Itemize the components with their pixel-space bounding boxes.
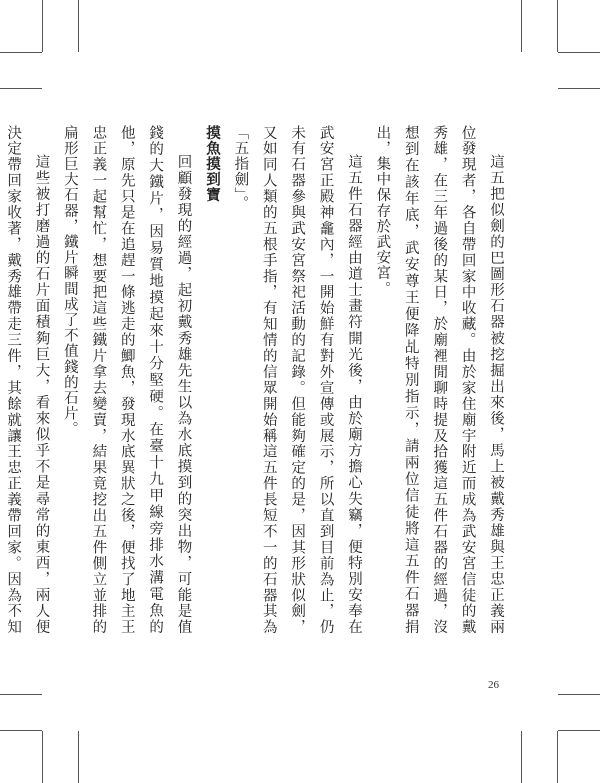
crop-mark-top-right-v bbox=[557, 0, 558, 52]
crop-mark-bottom-right-h2 bbox=[558, 694, 600, 695]
paragraph-consecration: 這五件石器經由道士畫符開光後，由於廟方擔心失竊，便特別安奉在武安宮正殿神龕內，一開始鮮有對外宣傳或展示，所以直到目前為止，仍未有石器參與武安宮祭祀活動的記錄。但能夠確定的是，因其形狀似劍，又如同人類的五根手指，有知情的信眾開始稱這五件長短不一的石器其為「五指劍」。 bbox=[232, 125, 362, 635]
paragraph-recollection: 回顧發現的經過，起初戴秀雄先生以為水底摸到的突出物，可能是值錢的大鐵片，因易質地摸起來十分堅硬。在臺十九甲線旁排水溝電魚的他，原先只是在追趕一條逃走的鯽魚，發現水底異狀之後，便找了地主王忠正義一起幫忙，想要把這些鐵片拿去變賣，結果竟挖出五件側立並排的扁形巨大石器，鐵片瞬間成了不值錢的石片。 bbox=[61, 125, 192, 635]
section-heading: 摸魚摸到寶 bbox=[203, 125, 221, 203]
crop-mark-bottom-left-h2 bbox=[0, 694, 42, 695]
crop-mark-bottom-left-v bbox=[42, 731, 43, 783]
crop-mark-bottom-left-v2 bbox=[78, 731, 79, 783]
crop-mark-top-left-h bbox=[0, 52, 42, 53]
crop-mark-bottom-right-h bbox=[558, 730, 600, 731]
crop-mark-top-left-v2 bbox=[78, 0, 79, 52]
crop-mark-top-right-v2 bbox=[521, 0, 522, 52]
crop-mark-top-right-h2 bbox=[558, 88, 600, 89]
crop-mark-bottom-right-v2 bbox=[521, 731, 522, 783]
crop-mark-top-left-v bbox=[42, 0, 43, 52]
crop-mark-top-left-h2 bbox=[0, 88, 42, 89]
paragraph-discovery-aftermath: 這五把似劍的巴圖形石器被挖掘出來後，馬上被戴秀雄與王忠正義兩位發現者，各自帶回家中收藏。由於家住廟宇附近而成為武安宮信徒的戴秀雄，在三年過後的某日，於廟裡閒聊時提及拾獲這五件石器的經過，沒想到在該年底，武安尊王便降乩特別指示，請兩位信徒將這五件石器捐出，集中保存於武安宮。 bbox=[374, 125, 504, 635]
vertical-body-text bbox=[5, 125, 510, 635]
crop-mark-bottom-right-v bbox=[557, 731, 558, 783]
page-number: 26 bbox=[488, 679, 499, 691]
crop-mark-bottom-left-h bbox=[0, 730, 42, 731]
paragraph-bringing-home: 這些被打磨過的石片面積夠巨大，看來似乎不是尋常的東西，兩人便決定帶回家收著，戴秀雄帶走三件，其餘就讓王忠正義帶回家。因為不知 bbox=[5, 125, 50, 635]
crop-mark-top-right-h bbox=[558, 52, 600, 53]
